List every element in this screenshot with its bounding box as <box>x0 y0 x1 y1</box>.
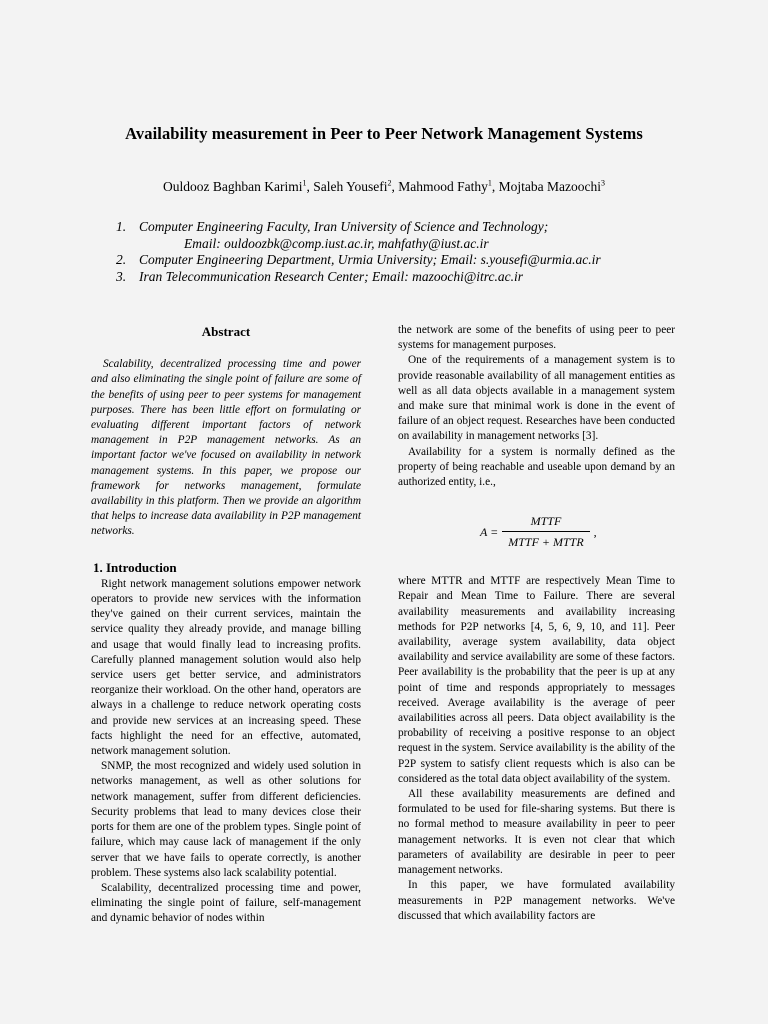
left-column <box>91 318 361 927</box>
equation-trail: , <box>593 524 597 539</box>
equation-numerator: MTTF <box>530 514 562 529</box>
abstract-heading: Abstract <box>201 324 251 339</box>
paragraph: All these availability measurements are defined and formulated to be used for file-sharing systems. But there is no formal method to measure availability in peer to peer management networks. It is even not clear that which parameters of availability are desirable in peer to peer management networks. <box>398 788 675 877</box>
affiliation-3: 3. Iran Telecommunication Research Center; Email: mazoochi@itrc.ac.ir <box>116 268 523 284</box>
author: Mojtaba Mazoochi$^3$ <box>498 178 605 194</box>
paragraph: the network are some of the benefits of using peer to peer systems for management purposes. <box>398 324 675 352</box>
equation-lhs: A = <box>480 524 499 539</box>
right-column <box>398 323 675 924</box>
section-heading-introduction: 1. Introduction <box>93 559 177 575</box>
paper-title: Availability measurement in Peer to Peer Network Management Systems <box>125 124 643 143</box>
affiliation-1: 1. Computer Engineering Faculty, Iran University of Science and Technology; <box>116 219 549 234</box>
paragraph: One of the requirements of a management system is to provide reasonable availability of all management entities as well as all data objects available in a management system and make sure that minimal work is done in the event of failure of an object request. Researches have been conducted on availability in management networks [3]. <box>398 354 675 443</box>
paragraph: In this paper, we have formulated availability measurements in P2P management networks. We've discussed that which availability factors are <box>398 879 675 922</box>
author: Mahmood Fathy$^1$, <box>398 178 499 194</box>
author-list <box>0 179 768 195</box>
author: Saleh Yousefi$^2$, <box>313 178 399 194</box>
equation-availability <box>398 496 675 570</box>
affiliations <box>116 219 716 285</box>
affiliation-2: 2. Computer Engineering Department, Urmia University; Email: s.yousefi@urmia.ac.ir <box>116 252 601 267</box>
equation-fraction <box>502 514 589 550</box>
paragraph: where MTTR and MTTF are respectively Mean Time to Repair and Mean Time to Failure. There are several availability measurements and availability increasing methods for P2P networks [4, 5, 6, 9, 10, and 11]. Peer availability, average system availability, data object availability and service availability are some of these factors. Peer availability is the probability that the peer is up at any point of time and responds appropriately to messages received. Average availability is the average of peer availabilities across all peers. Data object availability is the probability of receiving a positive response to an object request in the system. Service availability is the ability of the P2P system to satisfy client requests which is also can be considered as the total data object availability of the system. <box>398 575 675 785</box>
paragraph: Right network management solutions empower network operators to provide new services with the information they've gained on their current services, maintain the service quality they already provide, and manage billing and usage that would finally lead to increasing profits. Carefully planned management solution would also help service users get better service, and administrators reorganize their workload. On the other hand, operators are always in a challenge to reduce network operating costs and provide new services at an increasing speed. These facts highlight the need for an effective, automated, network management solution. <box>91 577 361 758</box>
paragraph: SNMP, the most recognized and widely used solution in networks management, as well as other solutions for network management, suffer from different deficiencies. Security problems that lead to many devices close their ports for them are one of the problem types. Single point of failure, which may cause lack of management if the only server that we have fails to operate correctly, is another problem. These systems also lack scalability potential. <box>91 760 361 879</box>
paragraph: Scalability, decentralized processing time and power, eliminating the single point of failure, self-management and dynamic behavior of nodes within <box>91 881 361 925</box>
abstract-text: Scalability, decentralized processing time and power and also eliminating the single point of failure are some of the benefits of using peer to peer systems for management purposes. There has been little effort on formulating or evaluating different important factors of network management in P2P management networks. As an important factor we've focused on availability in network management systems. In this paper, we propose our framework for networks management, formulate availability in this platform. Then we provide an algorithm that helps to increase data availability in P2P management networks. <box>91 358 361 538</box>
equation-denominator: MTTF + MTTR <box>502 531 589 550</box>
author: Ouldooz Baghban Karimi$^1$, <box>163 178 314 194</box>
paragraph: Availability for a system is normally defined as the property of being reachable and useable upon demand by an authorized entity, i.e., <box>398 445 675 489</box>
affiliation-1-email: Email: ouldoozbk@comp.iust.ac.ir, mahfathy@iust.ac.ir <box>184 235 489 251</box>
